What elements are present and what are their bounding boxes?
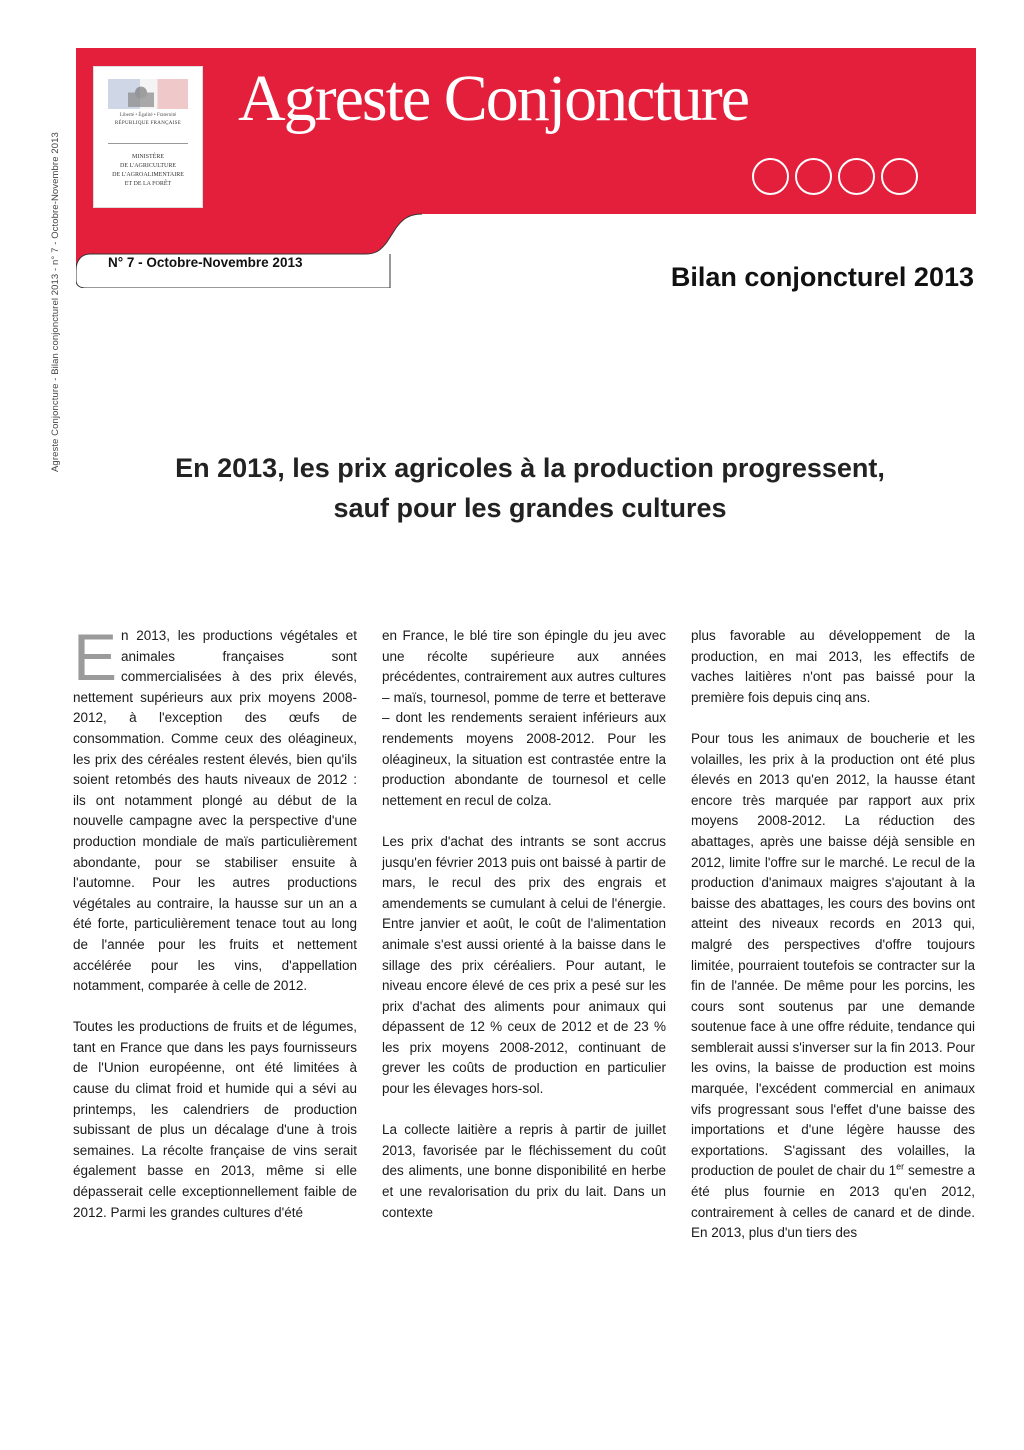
- paragraph: en France, le blé tire son épingle du jeu avec une récolte supérieure aux années précédentes, contrairement aux autres cultures – maïs, tournesol, pomme de terre et betterave – dont les rendements seraient inférieurs aux rendements moyens 2008-2012. Pour les oléagineux, la situation est contrastée entre la production abondante de tournesol et celle nettement en recul de colza.: [382, 628, 666, 808]
- paragraph: [73, 620, 357, 997]
- paragraph: Les prix d'achat des intrants se sont accrus jusqu'en février 2013 puis ont baissé à partir de mars, le recul des prix des engrais et amendements se cumulant à celui de l'énergie. Entre janvier et août, le coût de l'alimentation animale s'est aussi orienté à la baisse dans le sillage des prix céréaliers. Pour autant, le niveau encore élevé de ces prix a pesé sur les prix d'achat des aliments pour animaux qui dépassent de 12 % ceux de 2012 et de 23 % les prix moyens 2008-2012, continuant de grever les coûts de production en particulier pour les élevages hors-sol.: [382, 833, 666, 1097]
- logo-divider: [108, 143, 188, 144]
- headline-line-1: En 2013, les prix agricoles à la production progressent,: [175, 453, 885, 483]
- running-header-vertical: Agreste Conjoncture - Bilan conjoncturel 2013 - n° 7 - Octobre-Novembre 2013: [50, 132, 61, 472]
- paragraph: Toutes les productions de fruits et de légumes, tant en France que dans les pays fournisseurs de l'Union européenne, ont été limitées à cause du climat froid et humide qui a sévi au printemps, les calendriers de production subissant de plus un décalage d'une à trois semaines. La récolte française de vins serait également basse en 2013, même si elle dépasserait celle exceptionnellement faible de 2012. Parmi les grandes cultures d'été: [73, 1019, 357, 1220]
- circle-icon: [838, 158, 875, 195]
- logo-motto: Liberté • Égalité • Fraternité: [119, 113, 177, 118]
- circle-icon: [881, 158, 918, 195]
- decorative-circles: [752, 158, 918, 195]
- publication-brand: Agreste Conjoncture: [238, 62, 749, 135]
- page-headline: [90, 448, 970, 528]
- ministry-logo: [93, 66, 203, 208]
- logo-republic: RÉPUBLIQUE FRANÇAISE: [114, 121, 182, 126]
- paragraph-text: n 2013, les productions végétales et animales françaises sont commercialisées à des prix élevés, nettement supérieurs aux prix moyens 2008-2012, à l'exception des œufs de consommation. Comme ceux des oléagineux, les prix des céréales restent élevés, bien qu'ils soient retombés des hauts niveaux de 2012 : ils ont notamment plongé au début de la nouvelle campagne avec la perspective d'une production mondiale de maïs particulièrement abondante, pour se stabiliser ensuite à l'automne. Pour les autres productions végétales au contraire, la hausse sur un an a été forte, particulièrement tenace tout au long de l'année pour les fruits et nettement accélérée pour les vins, d'appellation notamment, comparée à celle de 2012.: [73, 628, 357, 994]
- article-column-2: [382, 626, 666, 1244]
- circle-icon: [752, 158, 789, 195]
- drop-cap: E: [73, 620, 118, 694]
- paragraph: plus favorable au développement de la production, en mai 2013, les effectifs de vaches laitières n'ont pas baissé pour la première fois depuis cinq ans.: [691, 628, 975, 705]
- paragraph-text: Pour tous les animaux de boucherie et les volailles, les prix à la production ont été plus élevés en 2013 qu'en 2012, la hausse étant encore très marquée par rapport aux prix moyens 2008-2012. La réduction des abattages, après une baisse déjà sensible en 2012, limite l'offre sur le marché. Le recul de la production d'animaux maigres s'ajoutant à la baisse des abattages, les cours des bovins ont atteint des niveaux records en 2013 qui, malgré des perspectives d'offre toujours limitée, pourraient toutefois se contracter sur la fin de l'année. De même pour les porcins, les cours sont soutenus par une demande soutenue face à une offre réduite, tendance qui semblerait aussi s'inverser sur la fin 2013. Pour les ovins, la baisse de production est moins marquée, l'excédent commercial en animaux vifs progressant sous l'effet d'une baisse des importations et d'une légère hausse des exportations. S'agissant des volailles, la production de poulet de chair du 1: [691, 730, 975, 1179]
- circle-icon: [795, 158, 832, 195]
- paragraph: La collecte laitière a repris à partir de juillet 2013, favorisée par le fléchissement du coût des aliments, une bonne disponibilité en herbe et une revalorisation du prix du lait. Dans un contexte: [382, 1122, 666, 1220]
- marianne-emblem-icon: [108, 79, 188, 109]
- paragraph-text: semestre a été plus fournie en 2013 qu'en 2012, contrairement à celles de canard et de dinde. En 2013, plus d'un tiers des: [691, 1163, 975, 1241]
- superscript: er: [896, 1161, 905, 1172]
- paragraph: [691, 729, 975, 1244]
- article-column-1: [73, 620, 357, 1244]
- issue-number: N° 7 - Octobre-Novembre 2013: [108, 255, 303, 270]
- article-column-3: [691, 626, 975, 1264]
- section-title: Bilan conjoncturel 2013: [670, 262, 974, 292]
- logo-ministry-name: MINISTÈRE DE L'AGRICULTURE DE L'AGROALIMENTAIRE ET DE LA FORÊT: [112, 154, 184, 187]
- headline-line-2: sauf pour les grandes cultures: [333, 493, 727, 523]
